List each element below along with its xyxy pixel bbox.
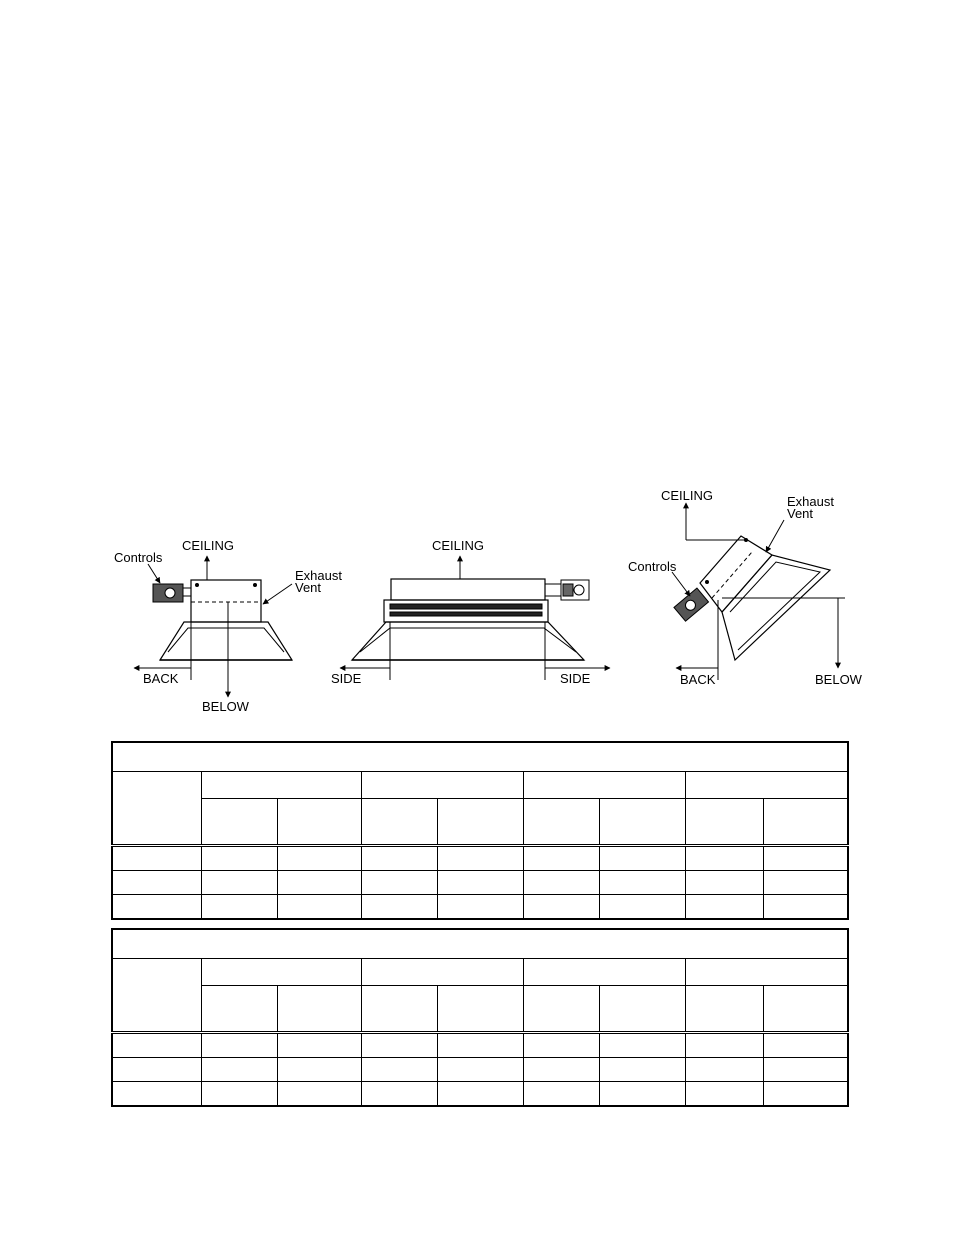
side-view-side-right-label: SIDE bbox=[560, 671, 591, 686]
side-view-side-left-label: SIDE bbox=[331, 671, 362, 686]
table-header-cell bbox=[112, 959, 201, 1033]
table-sub-header bbox=[201, 986, 277, 1033]
table-sub-header bbox=[599, 799, 685, 846]
back-view-ceiling-label: CEILING bbox=[182, 538, 235, 553]
back-view-back-label: BACK bbox=[143, 671, 179, 686]
table-row bbox=[112, 1058, 848, 1082]
tilted-view-diagram bbox=[672, 503, 845, 680]
back-view-controls-label: Controls bbox=[114, 550, 163, 565]
table-title-cell bbox=[112, 742, 848, 772]
tilted-view-below-label: BELOW bbox=[815, 672, 862, 687]
table-sub-header bbox=[437, 986, 523, 1033]
table-group-header bbox=[685, 772, 848, 799]
table-sub-header bbox=[599, 986, 685, 1033]
table-sub-header bbox=[437, 799, 523, 846]
table-sub-header bbox=[685, 986, 763, 1033]
table-group-header bbox=[685, 959, 848, 986]
table-title-cell bbox=[112, 929, 848, 959]
back-view-exhaust-label: Exhaust bbox=[295, 568, 342, 583]
tilted-view-vent-label: Vent bbox=[787, 506, 814, 521]
table-sub-header bbox=[523, 799, 599, 846]
table-row bbox=[112, 1033, 848, 1058]
table-row bbox=[112, 846, 848, 871]
table-group-header bbox=[361, 959, 523, 986]
table-row bbox=[112, 895, 848, 920]
table-sub-header bbox=[763, 986, 848, 1033]
side-view-ceiling-label: CEILING bbox=[432, 538, 485, 553]
table-header-cell bbox=[112, 772, 201, 846]
tilted-view-back-label: BACK bbox=[680, 672, 716, 687]
table-sub-header bbox=[277, 986, 361, 1033]
table-group-header bbox=[523, 959, 685, 986]
table-group-header bbox=[201, 772, 361, 799]
tilted-view-exhaust-label: Exhaust bbox=[787, 494, 834, 509]
table-sub-header bbox=[361, 986, 437, 1033]
table-sub-header bbox=[201, 799, 277, 846]
table-group-header bbox=[523, 772, 685, 799]
tilted-view-controls-label: Controls bbox=[628, 559, 677, 574]
back-view-vent-label: Vent bbox=[295, 580, 322, 595]
clearance-table-1 bbox=[111, 741, 849, 920]
table-row bbox=[112, 871, 848, 895]
table-group-header bbox=[361, 772, 523, 799]
table-sub-header bbox=[685, 799, 763, 846]
back-view-below-label: BELOW bbox=[202, 699, 249, 714]
table-row bbox=[112, 1082, 848, 1107]
table-sub-header bbox=[523, 986, 599, 1033]
table-sub-header bbox=[277, 799, 361, 846]
table-sub-header bbox=[763, 799, 848, 846]
table-sub-header bbox=[361, 799, 437, 846]
table-group-header bbox=[201, 959, 361, 986]
tilted-view-ceiling-label: CEILING bbox=[661, 488, 714, 503]
clearance-table-2 bbox=[111, 928, 849, 1107]
side-view-diagram bbox=[340, 556, 610, 680]
